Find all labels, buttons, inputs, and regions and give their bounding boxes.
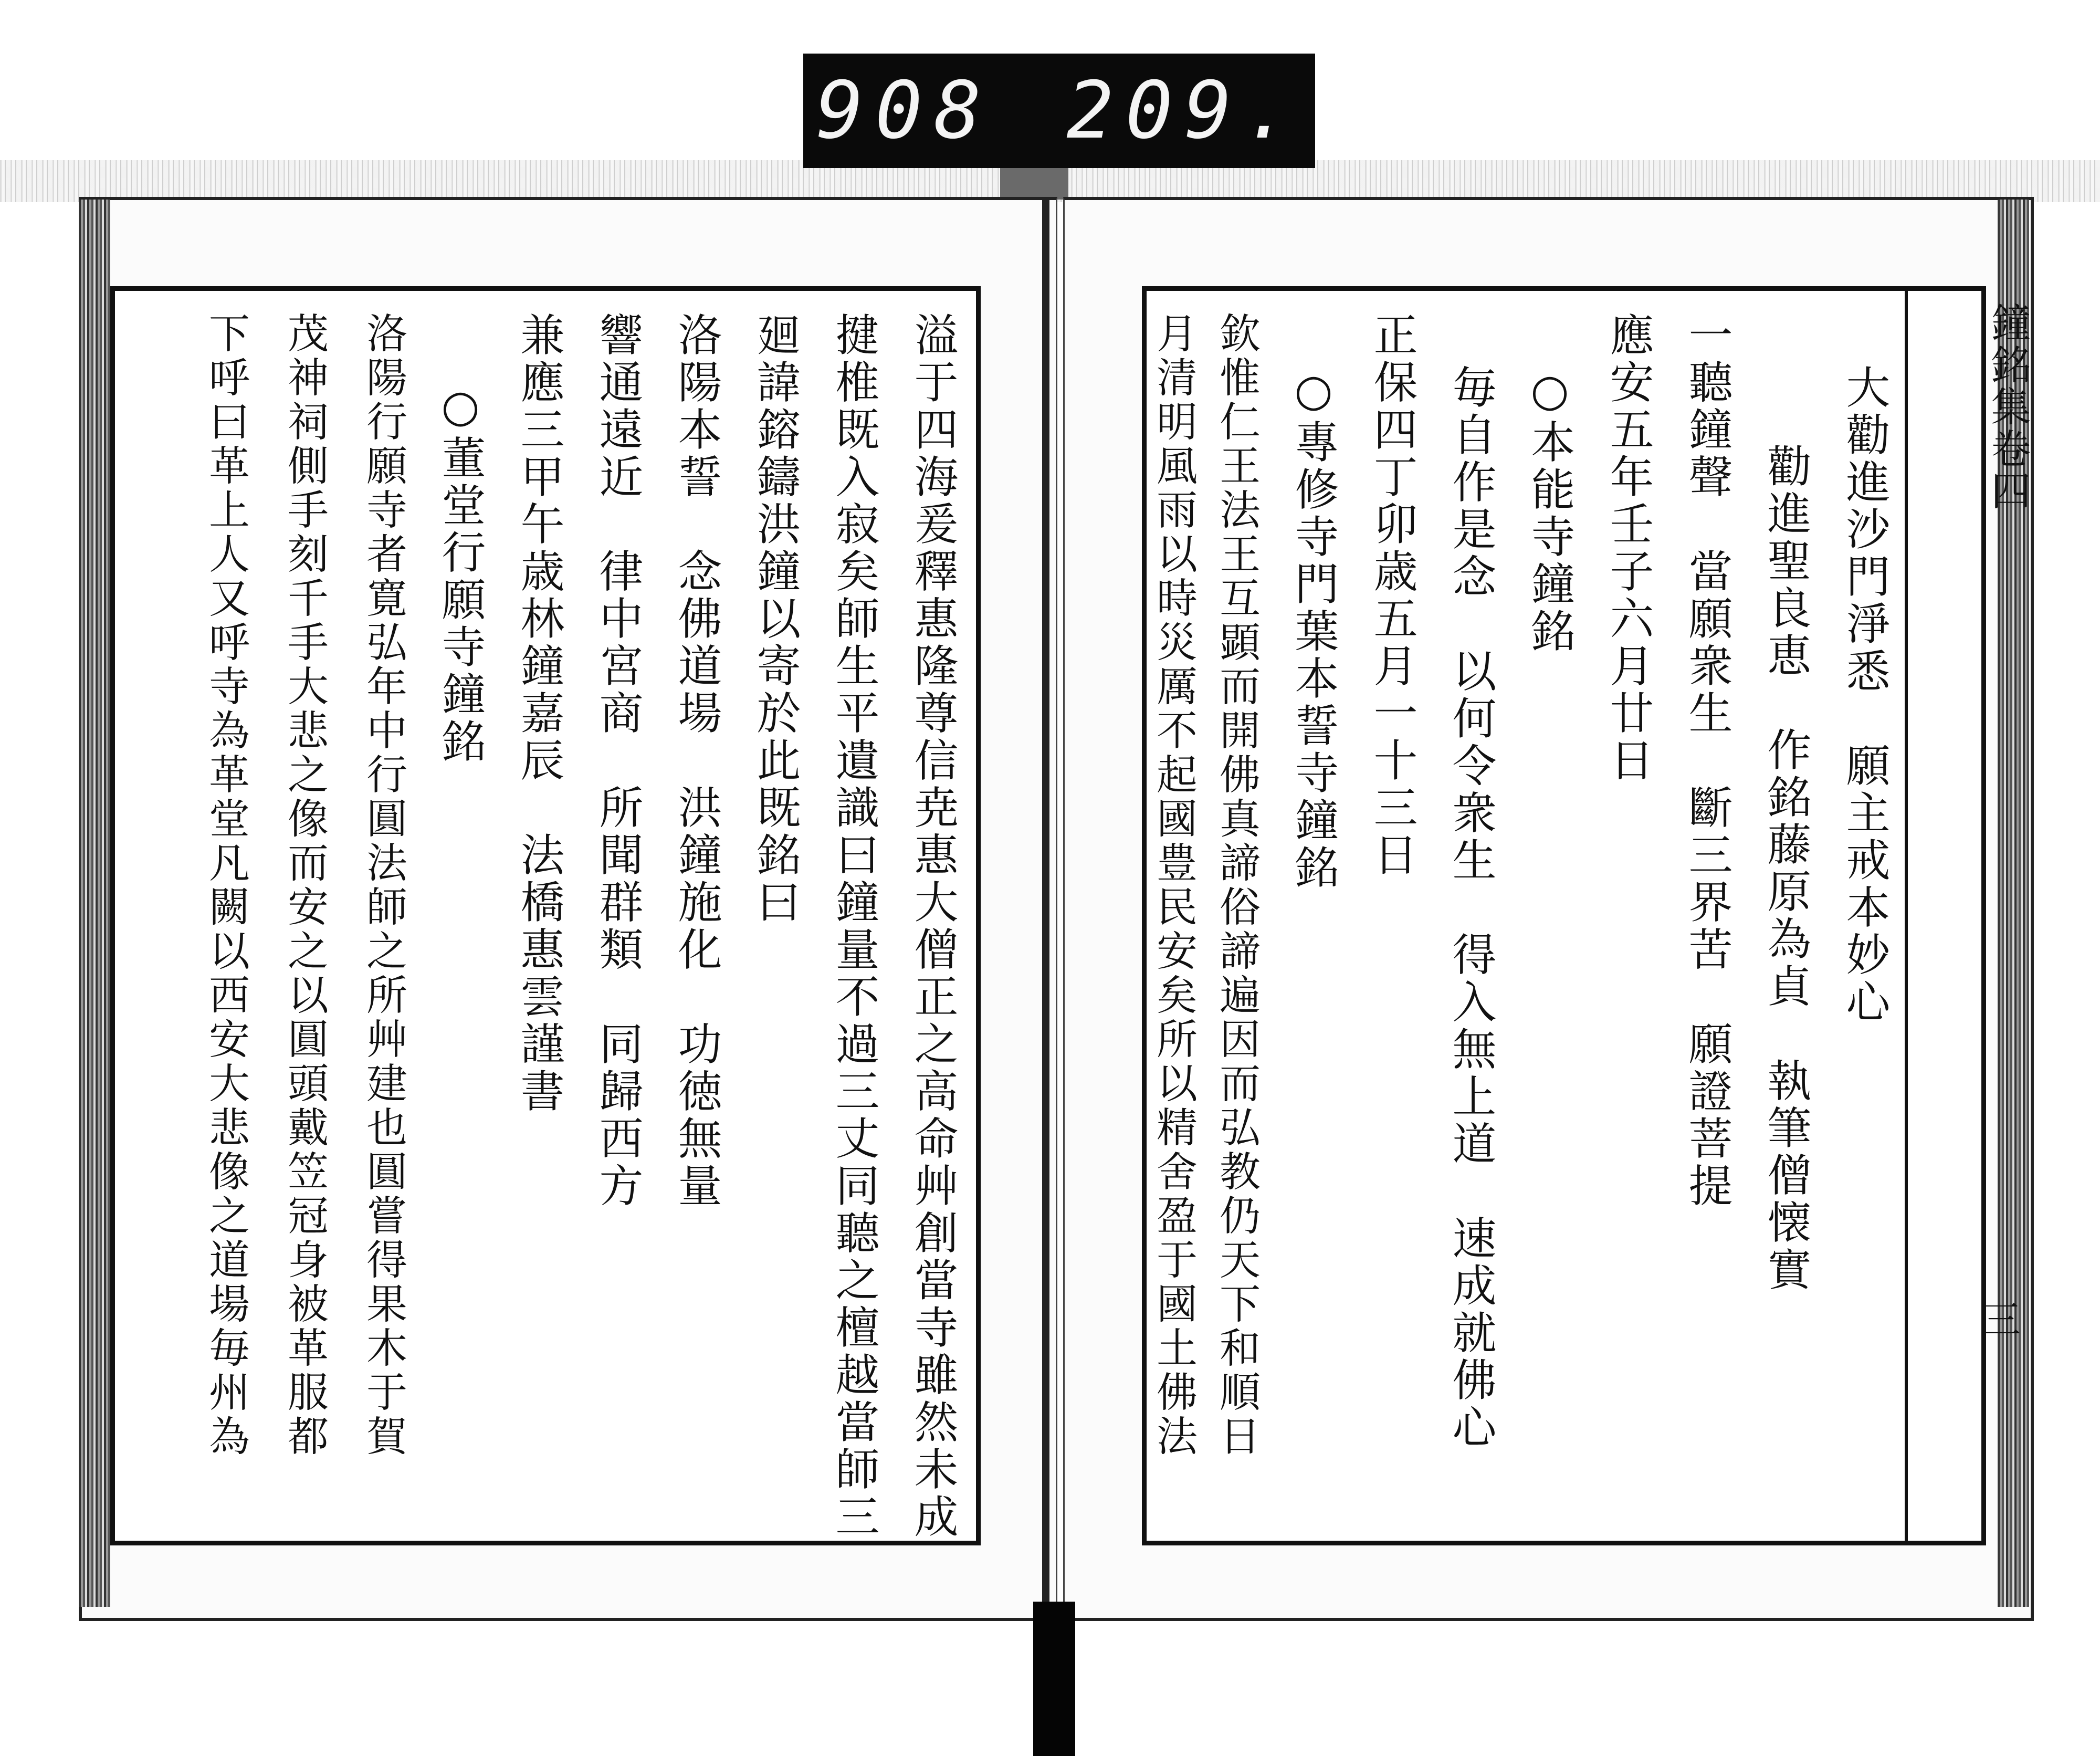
left-column-6: 兼應三甲午歳林鐘嘉辰 法橋惠雲謹書: [513, 312, 565, 1115]
left-text-frame: [110, 286, 981, 1545]
left-column-5: 響通遠近 律中宮商 所聞群類 同歸西方: [592, 312, 644, 1210]
frame-number-right: 209.: [1066, 65, 1303, 156]
right-column-1: 大勸進沙門淨悉 願主戒本妙心: [1839, 364, 1891, 1026]
frame-number-left: 908: [816, 65, 993, 156]
right-column-6: 毎自作是念 以何令衆生 得入無上道 速成就佛心: [1445, 364, 1497, 1451]
left-column-3: 廻諱鎔鑄洪鐘以寄於此既銘曰: [750, 312, 801, 926]
gutter-divider: [1042, 200, 1049, 1602]
left-column-4: 洛陽本誓 念佛道場 洪鐘施化 功徳無量: [671, 312, 722, 1210]
film-frame-label: [803, 54, 1315, 168]
right-column-5-heading: ○本能寺鐘銘: [1524, 364, 1576, 655]
right-text-frame: [1142, 286, 1986, 1545]
right-column-10: 月清明風雨以時災厲不起國豊民安矣所以精舍盈于國土佛法: [1150, 312, 1197, 1459]
right-column-4: 應安五年壬子六月廿日: [1603, 312, 1654, 785]
left-column-2: 揵椎既入寂矣師生平遺識曰鐘量不過三丈同聽之檀越當師三: [828, 312, 880, 1541]
left-column-7-heading: ○董堂行願寺鐘銘: [435, 380, 486, 766]
right-frame-rule: [1905, 291, 1908, 1541]
right-column-9: 欽惟仁王法王互顕而開佛真諦俗諦遍因而弘教仍天下和順日: [1213, 312, 1260, 1459]
left-column-10: 下呼曰革上人又呼寺為革堂凡闕以西安大悲像之道場毎州為: [202, 312, 249, 1459]
right-page-number: 三: [1982, 1298, 2021, 1343]
right-column-8-heading: ○專修寺門葉本誓寺鐘銘: [1288, 364, 1339, 892]
gutter-shadow-bar: [1033, 1602, 1075, 1756]
left-column-1: 溢于四海爰釋惠隆尊信尭惠大僧正之高命艸創當寺雖然未成: [907, 312, 959, 1541]
right-column-2: 勸進聖良恵 作銘藤原為貞 執筆僧懐實: [1760, 443, 1812, 1294]
left-column-8: 洛陽行願寺者寛弘年中行圓法師之所艸建也圓嘗得果木于賀: [360, 312, 407, 1459]
right-margin-title: 鐘銘集卷四: [1984, 302, 2031, 512]
left-column-9: 茂神祠側手刻千手大悲之像而安之以圓頭戴笠冠身被革服都: [281, 312, 328, 1459]
right-column-7: 正保四丁卯歳五月一十三日: [1367, 312, 1418, 879]
right-column-3: 一聽鐘聲 當願衆生 斷三界苦 願證菩提: [1682, 312, 1733, 1210]
